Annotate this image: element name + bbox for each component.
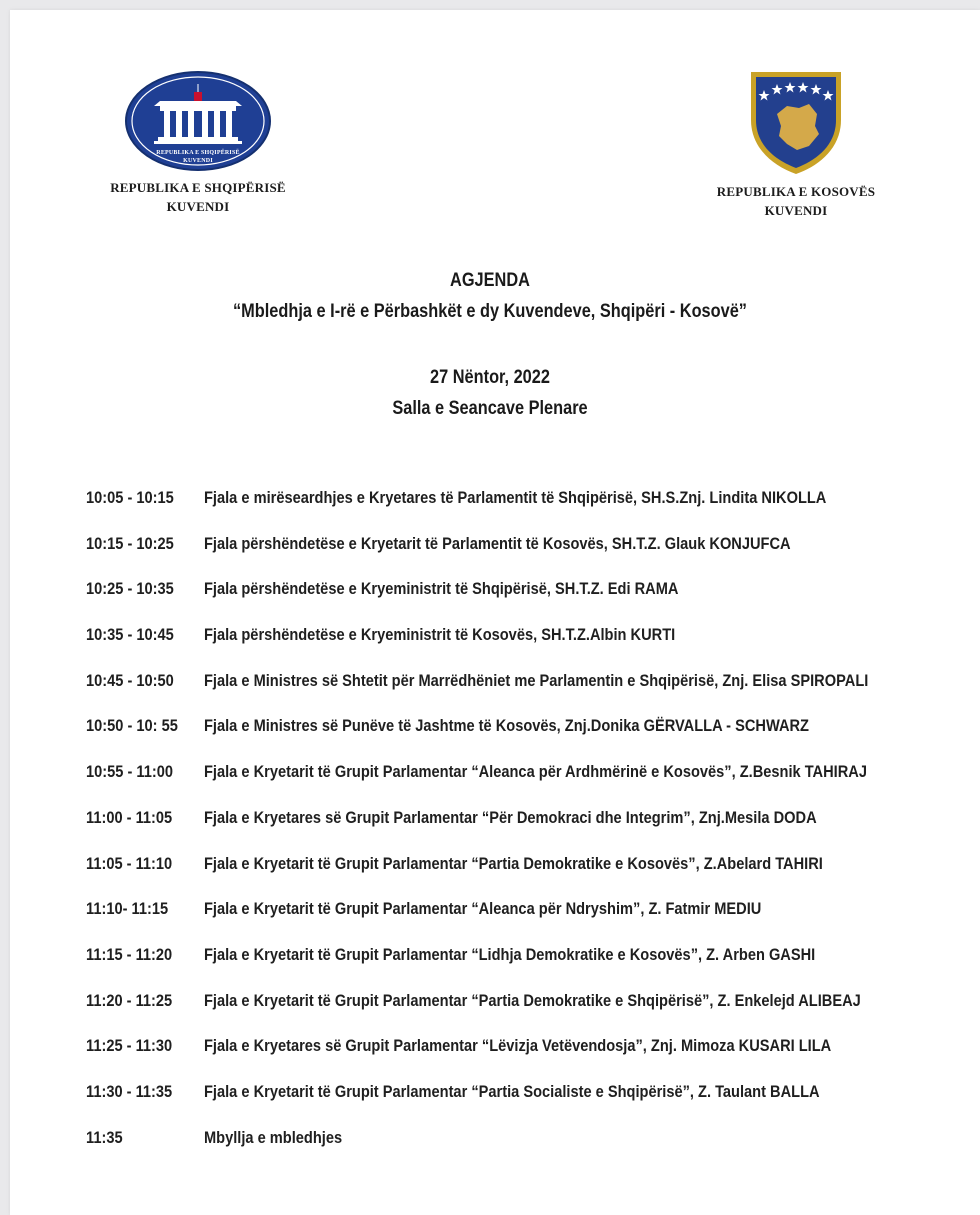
agenda-description: Fjala e Kryetarit të Grupit Parlamentar “Partia Demokratike e Shqipërisë”, Z. Enkelejd ALIBEAJ [204, 990, 861, 1010]
agenda-time: 10:05 - 10:15 [86, 488, 174, 507]
meeting-location: Salla e Seancave Plenare [392, 398, 588, 419]
albania-republic-name: REPUBLIKA E SHQIPËRISË [110, 180, 286, 195]
agenda-description: Fjala e Kryetarit të Grupit Parlamentar “Aleanca për Ardhmërinë e Kosovës”, Z.Besnik TAHIRAJ [204, 762, 867, 782]
meeting-subtitle: “Mbledhja e I-rë e Përbashkët e dy Kuvendeve, Shqipëri - Kosovë” [233, 301, 747, 322]
agenda-item [86, 854, 966, 900]
agenda-item [86, 716, 966, 762]
agenda-item [86, 579, 966, 625]
agenda-description: Fjala përshëndetëse e Kryetarit të Parlamentit të Kosovës, SH.T.Z. Glauk KONJUFCA [204, 533, 791, 553]
agenda-time: 10:25 - 10:35 [86, 579, 174, 599]
agenda-time: 11:05 - 11:10 [86, 853, 173, 873]
albania-parliament-header [88, 70, 308, 216]
agenda-description: Fjala e Kryetarit të Grupit Parlamentar “Lidhja Demokratike e Kosovës”, Z. Arben GASHI [204, 944, 816, 964]
agenda-title: AGJENDA [450, 270, 530, 291]
agenda-item [86, 534, 966, 580]
kosovo-parliament-header [716, 68, 876, 220]
agenda-item [86, 899, 966, 945]
agenda-description: Mbyllja e mbledhjes [204, 1127, 343, 1147]
seal-text-bottom: KUVENDI [183, 158, 213, 164]
agenda-description: Fjala e mirëseardhjes e Kryetares të Parlamentit të Shqipërisë, SH.S.Znj. Lindita NIKOLLA [204, 488, 827, 507]
agenda-time: 10:15 - 10:25 [86, 533, 174, 553]
agenda-time: 10:50 - 10: 55 [86, 716, 178, 736]
kosovo-coat-of-arms-icon [747, 68, 845, 176]
agenda-description: Fjala e Kryetares së Grupit Parlamentar “Për Demokraci dhe Integrim”, Znj.Mesila DODA [204, 807, 817, 827]
meeting-date: 27 Nëntor, 2022 [430, 367, 550, 388]
agenda-time: 10:55 - 11:00 [86, 762, 173, 782]
agenda-item [86, 1128, 966, 1174]
agenda-item [86, 671, 966, 717]
agenda-time: 11:00 - 11:05 [86, 807, 173, 827]
agenda-list [86, 488, 966, 1173]
agenda-description: Fjala përshëndetëse e Kryeministrit të Shqipërisë, SH.T.Z. Edi RAMA [204, 579, 679, 599]
agenda-description: Fjala e Kryetarit të Grupit Parlamentar “Aleanca për Ndryshim”, Z. Fatmir MEDIU [204, 899, 762, 919]
agenda-description: Fjala e Ministres së Shtetit për Marrëdhëniet me Parlamentin e Shqipërisë, Znj. Elisa SPIROPALI [204, 670, 869, 690]
agenda-description: Fjala e Kryetarit të Grupit Parlamentar “Partia Socialiste e Shqipërisë”, Z. Taulant BALLA [204, 1081, 820, 1101]
agenda-item [86, 1082, 966, 1128]
agenda-time: 11:25 - 11:30 [86, 1036, 173, 1056]
kosovo-republic-name: REPUBLIKA E KOSOVËS [716, 184, 876, 199]
agenda-time: 11:10- 11:15 [86, 899, 169, 919]
agenda-time: 11:15 - 11:20 [86, 944, 173, 964]
agenda-item [86, 488, 966, 534]
agenda-time: 10:45 - 10:50 [86, 670, 174, 690]
agenda-item [86, 991, 966, 1037]
albania-kuvendi-label: KUVENDI [166, 199, 230, 214]
agenda-description: Fjala përshëndetëse e Kryeministrit të Kosovës, SH.T.Z.Albin KURTI [204, 625, 676, 645]
agenda-item [86, 808, 966, 854]
agenda-time: 10:35 - 10:45 [86, 625, 174, 645]
kosovo-kuvendi-label: KUVENDI [764, 203, 828, 218]
agenda-item [86, 1036, 966, 1082]
agenda-time: 11:30 - 11:35 [86, 1081, 173, 1101]
agenda-item [86, 762, 966, 808]
agenda-item [86, 945, 966, 991]
agenda-description: Fjala e Kryetares së Grupit Parlamentar “Lëvizja Vetëvendosja”, Znj. Mimoza KUSARI LILA [204, 1036, 832, 1056]
agenda-item [86, 625, 966, 671]
agenda-document [10, 10, 980, 1215]
agenda-description: Fjala e Ministres së Punëve të Jashtme të Kosovës, Znj.Donika GËRVALLA - SCHWARZ [204, 716, 809, 736]
albanian-parliament-seal-icon [124, 70, 272, 172]
agenda-time: 11:20 - 11:25 [86, 990, 173, 1010]
agenda-time: 11:35 [86, 1127, 123, 1147]
seal-text-top: REPUBLIKA E SHQIPËRISË [156, 150, 240, 156]
agenda-description: Fjala e Kryetarit të Grupit Parlamentar “Partia Demokratike e Kosovës”, Z.Abelard TAHIRI [204, 853, 823, 873]
